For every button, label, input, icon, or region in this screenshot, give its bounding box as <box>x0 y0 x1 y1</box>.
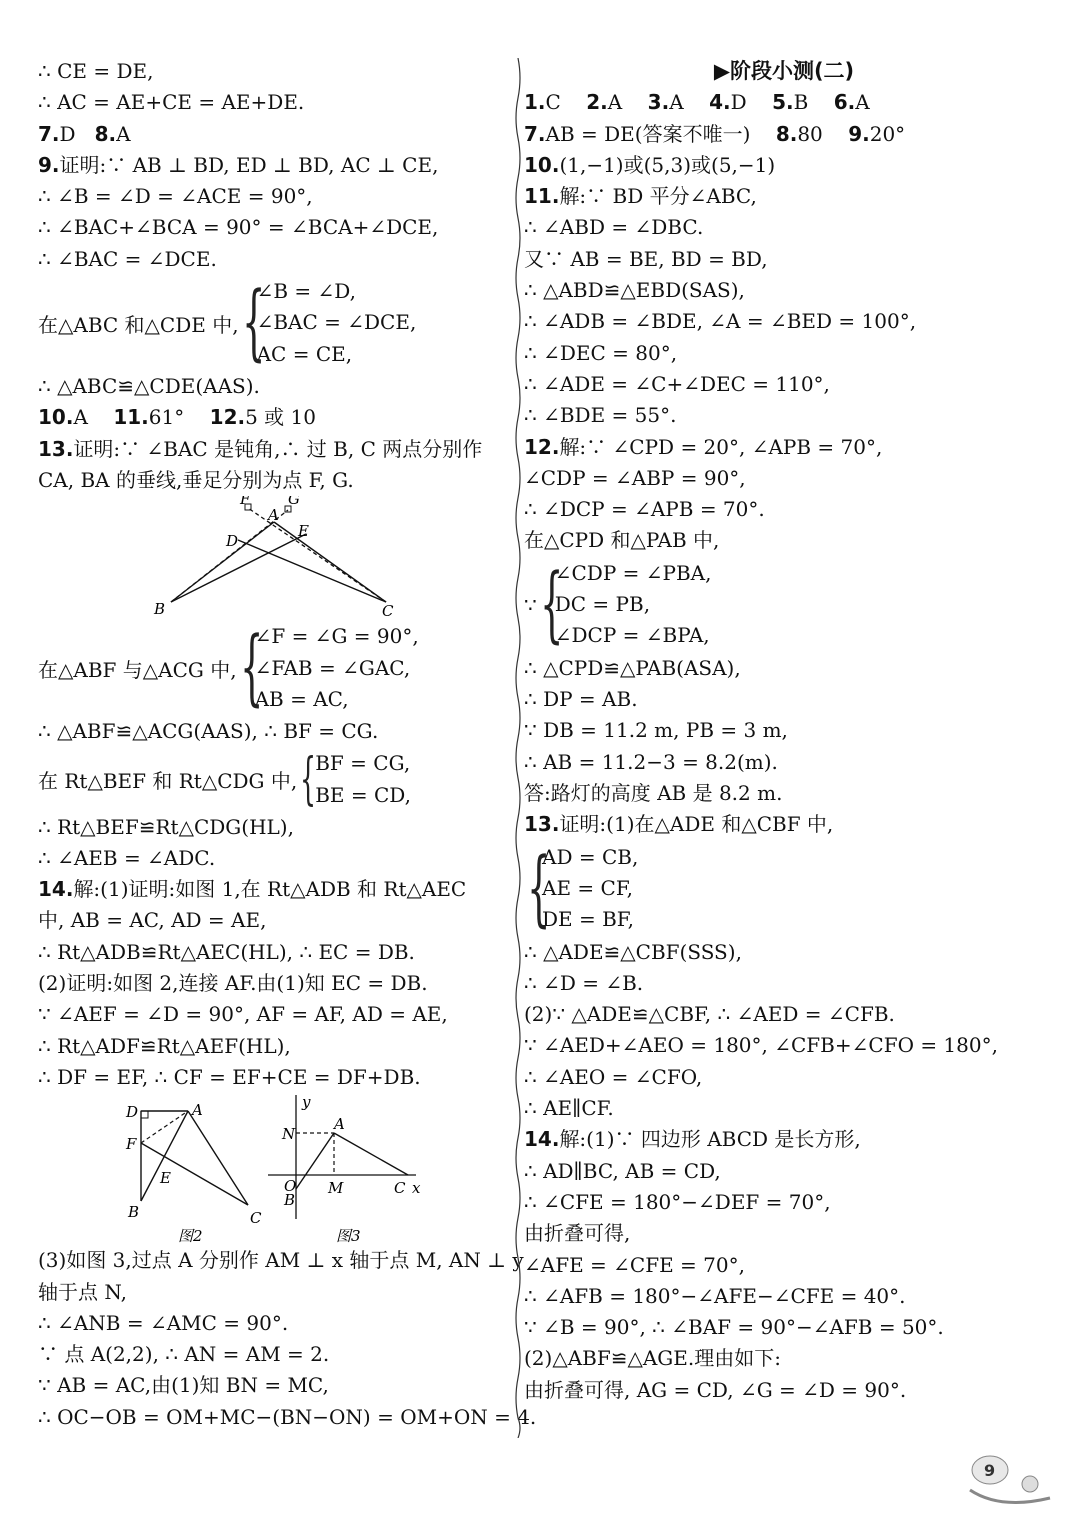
text-line: (2)∵ △ADE≌△CBF, ∴ ∠AED = ∠CFB. <box>524 1002 895 1027</box>
proof-text: 解:∵ ∠CPD = 20°, ∠APB = 70°, <box>559 434 883 459</box>
text-line: ∴ △CPD≌△PAB(ASA), <box>524 655 741 680</box>
equation-system <box>524 841 1044 937</box>
question-number: 9. <box>848 121 870 146</box>
text-line: ∴ DP = AB. <box>524 687 638 712</box>
text-line: ∴ AE∥CF. <box>524 1096 614 1121</box>
proof-text: 解:(1)∵ 四边形 ABCD 是长方形, <box>559 1127 861 1152</box>
answer: 80 <box>797 121 823 146</box>
system-prefix: 在△ABC 和△CDE 中, <box>38 312 239 337</box>
text-line: ∴ ∠BAC+∠BCA = 90° = ∠BCA+∠DCE, <box>38 215 439 240</box>
label-o: O <box>284 1177 297 1196</box>
figure-triangle-bc <box>38 496 508 620</box>
question-number: 8. <box>775 121 798 146</box>
system-item: AB = AC, <box>254 686 349 711</box>
right-column <box>524 56 1044 1406</box>
answer: C <box>545 90 561 115</box>
text-line <box>38 150 508 181</box>
figure-1-drawing <box>38 496 508 620</box>
text-line: ∵ ∠AED+∠AEO = 180°, ∠CFB+∠CFO = 180°, <box>524 1033 998 1058</box>
answer-line <box>524 87 1044 118</box>
system-item: ∠CDP = ∠PBA, <box>554 560 712 585</box>
text-line: ∴ △ABD≌△EBD(SAS), <box>524 278 745 303</box>
proof-text: 解:(1)证明:如图 1,在 Rt△ADB 和 Rt△AEC <box>73 877 467 902</box>
text-line: (2)证明:如图 2,连接 AF.由(1)知 EC = DB. <box>38 971 428 996</box>
system-item: ∠DCP = ∠BPA, <box>554 623 710 648</box>
system-item: AC = CE, <box>256 341 353 366</box>
answer: A <box>855 90 870 115</box>
proof-text: 证明:∵ ∠BAC 是钝角,∴ 过 B, C 两点分别作 <box>73 436 483 461</box>
text-line: ∵ ∠B = 90°, ∴ ∠BAF = 90°−∠AFB = 50°. <box>524 1315 944 1340</box>
left-column <box>38 56 537 1433</box>
text-line <box>524 1124 1044 1155</box>
text-line: ∴ OC−OB = OM+MC−(BN−ON) = OM+ON = 4. <box>38 1404 537 1429</box>
text-line: ∴ Rt△ADF≌Rt△AEF(HL), <box>38 1033 291 1058</box>
brace: { <box>300 746 317 812</box>
system-item: DE = BF, <box>542 907 634 932</box>
page-number-ornament <box>960 1450 1070 1520</box>
text-line: (2)△ABF≌△AGE.理由如下: <box>524 1346 781 1371</box>
brace: { <box>526 840 551 936</box>
text-line: (3)如图 3,过点 A 分别作 AM ⊥ x 轴于点 M, AN ⊥ y <box>38 1248 524 1273</box>
question-number: 10. <box>38 405 74 430</box>
answer: A <box>73 405 88 430</box>
answer: B <box>793 90 809 115</box>
label-d: D <box>226 532 239 551</box>
system-item: ∠B = ∠D, <box>256 279 356 304</box>
page-number-badge <box>960 1450 1070 1520</box>
text-line <box>524 432 1044 463</box>
figures-2-3 <box>38 1093 508 1245</box>
figure-caption: 图3 <box>336 1227 361 1246</box>
text-line: ∴ AC = AE+CE = AE+DE. <box>38 90 305 115</box>
column-divider <box>512 58 524 1438</box>
question-number: 14. <box>524 1127 560 1152</box>
system-item: AD = CB, <box>542 844 639 869</box>
question-number: 9. <box>38 152 60 177</box>
question-number: 11. <box>524 184 560 209</box>
question-number: 8. <box>94 121 117 146</box>
answer: 61° <box>148 405 185 430</box>
question-number: 3. <box>647 90 670 115</box>
question-number: 12. <box>524 434 560 459</box>
text-line: ∴ △ADE≌△CBF(SSS), <box>524 939 742 964</box>
label-a: A <box>268 506 279 525</box>
system-item: ∠F = ∠G = 90°, <box>254 624 419 649</box>
system-item: BF = CG, <box>315 751 411 776</box>
label-c: C <box>394 1179 406 1198</box>
text-line: CA, BA 的垂线,垂足分别为点 F, G. <box>38 467 354 492</box>
text-line: ∴ ∠B = ∠D = ∠ACE = 90°, <box>38 184 313 209</box>
text-line: ∴ ∠ABD = ∠DBC. <box>524 215 704 240</box>
text-line: 轴于点 N, <box>38 1279 127 1304</box>
question-number: 13. <box>38 436 74 461</box>
brace: { <box>241 275 266 371</box>
text-line: 又∵ AB = BE, BD = BD, <box>524 246 768 271</box>
question-number: 7. <box>38 121 60 146</box>
answer: 20° <box>869 121 906 146</box>
text-line: ∴ ∠AEB = ∠ADC. <box>38 845 216 870</box>
system-item: ∠FAB = ∠GAC, <box>254 655 411 680</box>
text-line: ∠CDP = ∠ABP = 90°, <box>524 465 746 490</box>
text-line: ∵ DB = 11.2 m, PB = 3 m, <box>524 718 788 743</box>
text-line: 答:路灯的高度 AB 是 8.2 m. <box>524 780 783 805</box>
label-c: C <box>382 602 394 621</box>
proof-text: 证明:(1)在△ADE 和△CBF 中, <box>559 812 834 837</box>
page-number: 9 <box>984 1461 996 1480</box>
text-line: 由折叠可得, AG = CD, ∠G = ∠D = 90°. <box>524 1377 907 1402</box>
label-y: y <box>302 1093 311 1112</box>
label-e: E <box>160 1169 171 1188</box>
text-line <box>524 181 1044 212</box>
label-x: x <box>412 1179 421 1198</box>
label-n: N <box>282 1125 296 1144</box>
question-number: 6. <box>833 90 856 115</box>
label-e: E <box>298 522 309 541</box>
text-line: ∴ ∠ANB = ∠AMC = 90°. <box>38 1310 289 1335</box>
label-d: D <box>126 1103 139 1122</box>
text-line <box>38 434 508 465</box>
label-b: B <box>154 600 166 619</box>
system-item: DC = PB, <box>554 592 651 617</box>
equation-system <box>38 748 508 812</box>
text-line: ∴ CE = DE, <box>38 59 154 83</box>
question-number: 11. <box>113 405 149 430</box>
question-number: 14. <box>38 877 74 902</box>
brace: { <box>539 556 564 652</box>
text-line: ∵ 点 A(2,2), ∴ AN = AM = 2. <box>38 1342 330 1367</box>
label-b: B <box>128 1203 140 1222</box>
text-line: ∵ AB = AC,由(1)知 BN = MC, <box>38 1373 329 1398</box>
text-line: ∴ ∠BAC = ∠DCE. <box>38 246 217 271</box>
equation-system <box>38 620 508 716</box>
question-number: 7. <box>524 121 546 146</box>
system-prefix: 在 Rt△BEF 和 Rt△CDG 中, <box>38 769 298 794</box>
text-line: ∴ ∠DCP = ∠APB = 70°. <box>524 497 765 522</box>
text-line <box>524 809 1044 840</box>
text-line: ∴ ∠CFE = 180°−∠DEF = 70°, <box>524 1189 831 1214</box>
text-line: ∴ Rt△ADB≌Rt△AEC(HL), ∴ EC = DB. <box>38 939 415 964</box>
question-number: 5. <box>772 90 794 115</box>
text-line: ∴ △ABC≌△CDE(AAS). <box>38 374 260 399</box>
label-a: A <box>334 1115 345 1134</box>
system-prefix: 在△ABF 与△ACG 中, <box>38 657 237 682</box>
text-line: ∴ △ABF≌△ACG(AAS), ∴ BF = CG. <box>38 719 379 744</box>
proof-text: 解:∵ BD 平分∠ABC, <box>559 184 757 209</box>
answer: AB = DE(答案不唯一) <box>545 121 751 146</box>
question-number: 4. <box>709 90 731 115</box>
text-line: ∴ ∠AEO = ∠CFO, <box>524 1064 703 1089</box>
question-number: 1. <box>524 90 546 115</box>
system-prefix: ∵ <box>524 592 537 617</box>
equation-system <box>524 557 1044 653</box>
question-number: 12. <box>209 405 246 430</box>
label-g: G <box>288 496 300 509</box>
answer: (1,−1)或(5,3)或(5,−1) <box>559 152 776 177</box>
label-f: F <box>240 496 251 509</box>
system-item: ∠BAC = ∠DCE, <box>256 310 417 335</box>
text-line: ∠AFE = ∠CFE = 70°, <box>524 1252 745 1277</box>
text-line: ∴ ∠BDE = 55°. <box>524 403 677 428</box>
text-line: 中, AB = AC, AD = AE, <box>38 908 267 933</box>
answer-line <box>524 119 1044 150</box>
answer: A <box>116 121 131 146</box>
text-line: ∴ AB = 11.2−3 = 8.2(m). <box>524 749 778 774</box>
answer: D <box>730 90 747 115</box>
system-item: BE = CD, <box>315 782 411 807</box>
label-c: C <box>250 1209 262 1228</box>
text-line: 在△CPD 和△PAB 中, <box>524 528 720 553</box>
label-b: B <box>284 1191 296 1210</box>
text-line <box>38 874 508 905</box>
text-line: 由折叠可得, <box>524 1221 631 1246</box>
answer: A <box>669 90 684 115</box>
question-number: 2. <box>586 90 608 115</box>
text-line: ∴ ∠ADE = ∠C+∠DEC = 110°, <box>524 371 830 396</box>
answer-line <box>38 119 508 150</box>
answer: A <box>607 90 623 115</box>
text-line: ∴ ∠D = ∠B. <box>524 970 644 995</box>
label-a: A <box>192 1101 203 1120</box>
text-line: ∵ ∠AEF = ∠D = 90°, AF = AF, AD = AE, <box>38 1002 448 1027</box>
label-m: M <box>328 1179 344 1198</box>
equation-system <box>38 275 508 371</box>
answer: 5 或 10 <box>245 405 316 430</box>
text-line: ∴ AD∥BC, AB = CD, <box>524 1158 721 1183</box>
text-line: ∴ DF = EF, ∴ CF = EF+CE = DF+DB. <box>38 1064 421 1089</box>
system-item: AE = CF, <box>542 875 633 900</box>
figure-2-3-drawing <box>38 1093 508 1245</box>
answer-line <box>38 402 508 433</box>
answer-line <box>524 150 1044 181</box>
brace: { <box>239 620 264 716</box>
text-line: ∴ ∠ADB = ∠BDE, ∠A = ∠BED = 100°, <box>524 309 917 334</box>
figure-caption: 图2 <box>178 1227 203 1246</box>
proof-text: 证明:∵ AB ⊥ BD, ED ⊥ BD, AC ⊥ CE, <box>59 152 439 177</box>
question-number: 10. <box>524 152 560 177</box>
question-number: 13. <box>524 812 560 837</box>
text-line: ∴ ∠AFB = 180°−∠AFE−∠CFE = 40°. <box>524 1283 906 1308</box>
text-line: ∴ ∠DEC = 80°, <box>524 340 678 365</box>
text-line: ∴ Rt△BEF≌Rt△CDG(HL), <box>38 814 294 839</box>
section-title: ▶阶段小测(二) <box>713 59 855 83</box>
label-f: F <box>126 1135 137 1154</box>
answer: D <box>59 121 76 146</box>
